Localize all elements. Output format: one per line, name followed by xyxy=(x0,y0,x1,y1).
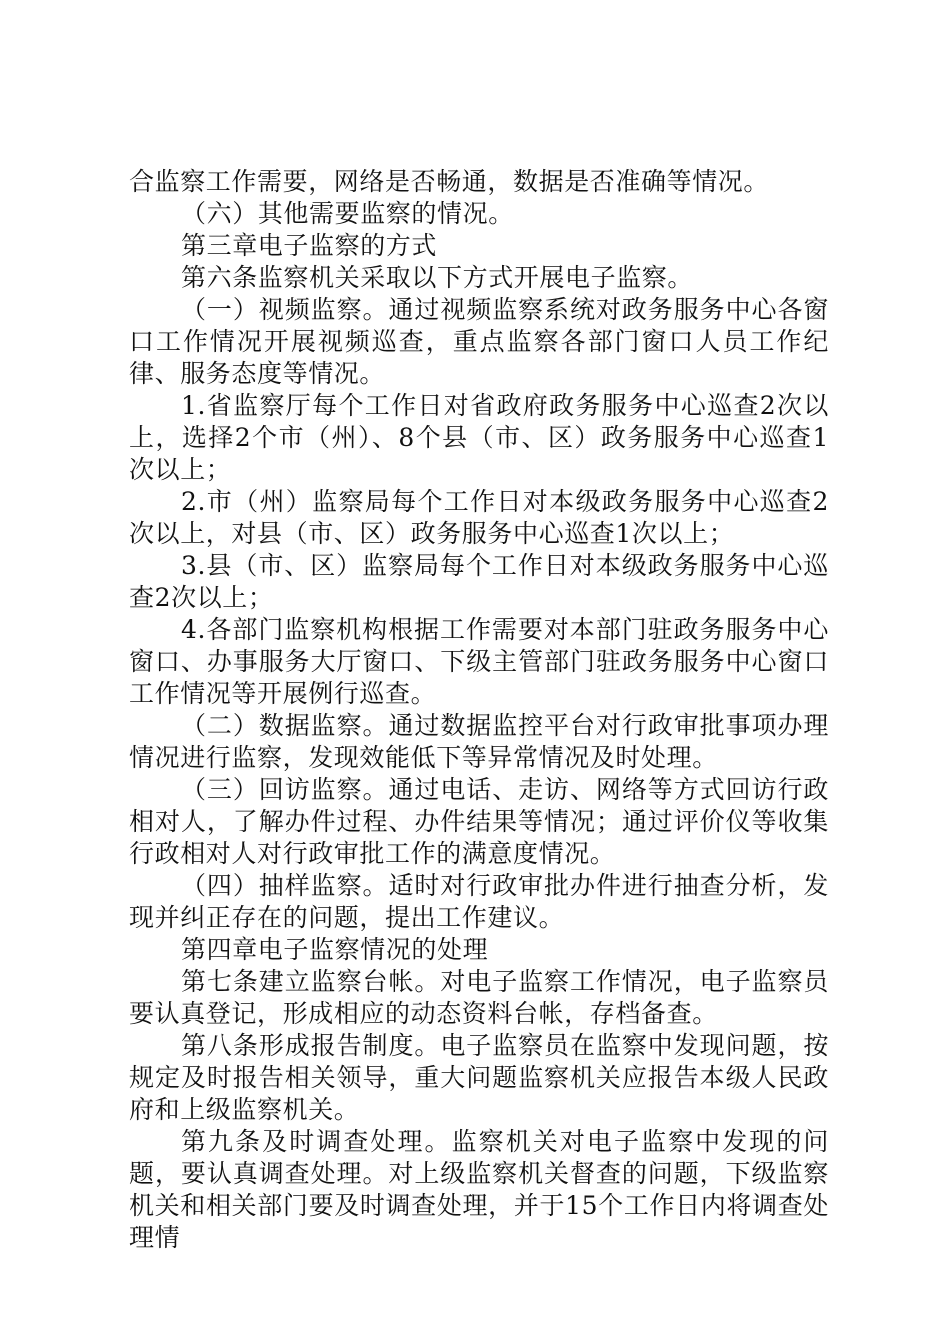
list-item: 4.各部门监察机构根据工作需要对本部门驻政务服务中心窗口、办事服务大厅窗口、下级主管部门驻政务服务中心窗口工作情况等开展例行巡查。 xyxy=(129,615,829,708)
paragraph: （六）其他需要监察的情况。 xyxy=(181,199,514,228)
article-paragraph: 第九条及时调查处理。监察机关对电子监察中发现的问题，要认真调查处理。对上级监察机关督查的问题，下级监察机关和相关部门要及时调查处理，并于15个工作日内将调查处理情 xyxy=(129,1127,829,1252)
list-item: 2.市（州）监察局每个工作日对本级政务服务中心巡查2次以上，对县（市、区）政务服务中心巡查1次以上； xyxy=(129,487,829,548)
chapter-heading: 第四章电子监察情况的处理 xyxy=(181,935,489,964)
document-body xyxy=(129,166,829,1254)
article-paragraph: 第八条形成报告制度。电子监察员在监察中发现问题，按规定及时报告相关领导，重大问题监察机关应报告本级人民政府和上级监察机关。 xyxy=(129,1031,829,1124)
paragraph: 合监察工作需要，网络是否畅通，数据是否准确等情况。 xyxy=(129,167,770,196)
chapter-heading: 第三章电子监察的方式 xyxy=(181,231,438,260)
paragraph: （一）视频监察。通过视频监察系统对政务服务中心各窗口工作情况开展视频巡查，重点监察各部门窗口人员工作纪律、服务态度等情况。 xyxy=(129,295,829,388)
article-paragraph: 第七条建立监察台帐。对电子监察工作情况，电子监察员要认真登记，形成相应的动态资料台帐，存档备查。 xyxy=(129,967,829,1028)
list-item: 1.省监察厅每个工作日对省政府政务服务中心巡查2次以上，选择2个市（州）、8个县（市、区）政务服务中心巡查1次以上； xyxy=(129,391,829,484)
paragraph: （四）抽样监察。适时对行政审批办件进行抽查分析，发现并纠正存在的问题，提出工作建议。 xyxy=(129,871,829,932)
paragraph: （二）数据监察。通过数据监控平台对行政审批事项办理情况进行监察，发现效能低下等异常情况及时处理。 xyxy=(129,711,829,772)
article-paragraph: 第六条监察机关采取以下方式开展电子监察。 xyxy=(181,263,694,292)
list-item: 3.县（市、区）监察局每个工作日对本级政务服务中心巡查2次以上； xyxy=(129,551,829,612)
paragraph: （三）回访监察。通过电话、走访、网络等方式回访行政相对人，了解办件过程、办件结果等情况；通过评价仪等收集行政相对人对行政审批工作的满意度情况。 xyxy=(129,775,829,868)
